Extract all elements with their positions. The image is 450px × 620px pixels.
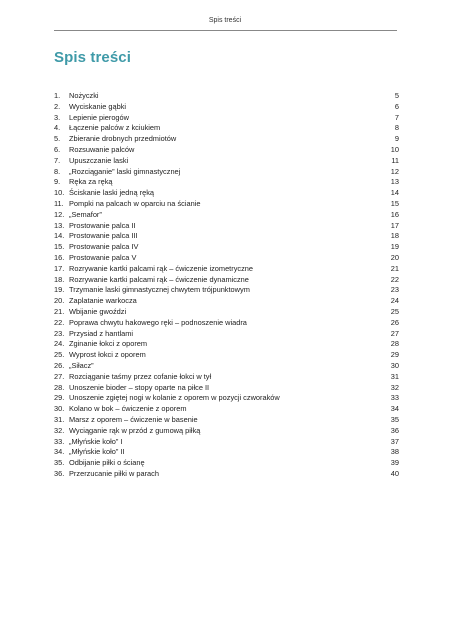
toc-entry-title: „Młyńskie koło” I [69,436,123,446]
toc-entry-number: 28. [54,382,65,392]
toc-entry[interactable] [54,145,399,156]
toc-entry-title: „Siłacz” [69,360,94,370]
toc-entry-number: 11. [54,198,64,208]
toc-entry-page: 35 [390,414,399,424]
toc-entry[interactable] [54,113,399,124]
toc-entry-page: 8 [394,123,399,133]
toc-entry-page: 6 [394,101,399,111]
toc-entry-title: Odbijanie piłki o ścianę [69,458,145,468]
toc-entry-number: 12. [54,209,65,219]
toc-entry-page: 22 [390,274,399,284]
toc-entry-number: 25. [54,350,65,360]
toc-entry-page: 38 [390,447,399,457]
toc-entry-page: 16 [390,209,399,219]
toc-entry-number: 36. [54,468,65,478]
toc-entry-number: 29. [54,393,65,403]
toc-entry-number: 32. [54,425,65,435]
toc-entry-title: Prostowanie palca II [69,220,136,230]
toc-entry-title: Rozrywanie kartki palcami rąk – ćwiczenie dynamiczne [69,274,249,284]
toc-entry-page: 15 [390,198,399,208]
toc-entry-page: 17 [390,220,399,230]
toc-entry[interactable] [54,350,399,361]
toc-entry-title: Lepienie pierogów [69,112,129,122]
toc-entry-number: 26. [54,360,65,370]
toc-entry-title: Upuszczanie laski [69,155,129,165]
toc-entry-page: 32 [390,382,399,392]
toc-entry-title: Wyprost łokci z oporem [69,350,146,360]
toc-entry[interactable] [54,372,399,383]
toc-entry-number: 21. [54,306,65,316]
toc-title: Spis treści [54,49,131,66]
toc-entry[interactable] [54,123,399,134]
toc-entry[interactable] [54,404,399,415]
toc-entry[interactable] [54,156,399,167]
toc-entry-number: 6. [54,144,61,154]
toc-entry-number: 34. [54,447,65,457]
toc-entry-page: 40 [390,468,399,478]
toc-entry[interactable] [54,383,399,394]
toc-entry[interactable] [54,134,399,145]
toc-entry[interactable] [54,447,399,458]
toc-entry-number: 20. [54,296,65,306]
toc-entry-title: Ręka za ręką [69,177,113,187]
header-divider [54,30,397,31]
toc-entry-title: Pompki na palcach w oparciu na ścianie [69,198,201,208]
toc-entry-number: 10. [54,188,65,198]
toc-entry-page: 18 [390,231,399,241]
toc-entry[interactable] [54,210,399,221]
toc-entry-page: 37 [390,436,399,446]
toc-entry[interactable] [54,167,399,178]
toc-entry[interactable] [54,285,399,296]
toc-entry-number: 9. [54,177,61,187]
toc-entry[interactable] [54,275,399,286]
toc-entry-number: 8. [54,166,61,176]
toc-entry-number: 7. [54,155,61,165]
toc-entry-title: Zbieranie drobnych przedmiotów [69,134,177,144]
toc-entry[interactable] [54,231,399,242]
toc-entry-page: 11 [391,155,399,165]
toc-entry-title: Unoszenie bioder – stopy oparte na piłce II [69,382,210,392]
toc-entry-title: Poprawa chwytu hakowego ręki – podnoszenie wiadra [69,317,247,327]
toc-entry-page: 34 [390,404,399,414]
toc-entry[interactable] [54,307,399,318]
toc-entry-title: „Rozciąganie” laski gimnastycznej [69,166,181,176]
toc-entry[interactable] [54,361,399,372]
toc-entry-title: Przysiad z hantlami [69,328,134,338]
toc-entry[interactable] [54,177,399,188]
toc-entry-number: 18. [54,274,65,284]
toc-entry-number: 14. [54,231,65,241]
toc-entry-number: 31. [54,414,65,424]
toc-entry[interactable] [54,318,399,329]
toc-entry-page: 27 [390,328,399,338]
toc-entry-title: Prostowanie palca III [69,231,138,241]
toc-entry-title: „Semafor” [69,209,102,219]
toc-entry-number: 27. [54,371,65,381]
toc-entry[interactable] [54,437,399,448]
toc-entry[interactable] [54,296,399,307]
toc-entry-page: 12 [390,166,399,176]
toc-entry-page: 33 [390,393,399,403]
toc-entry-number: 3. [54,112,61,122]
toc-entry-number: 2. [54,101,61,111]
toc-entry-number: 22. [54,317,65,327]
toc-entry-number: 23. [54,328,65,338]
toc-entry-page: 25 [390,306,399,316]
toc-entry-title: Rozsuwanie palców [69,144,135,154]
toc-entry-page: 20 [390,252,399,262]
toc-entry-number: 30. [54,404,65,414]
toc-entry-title: Trzymanie laski gimnastycznej chwytem trójpunktowym [69,285,250,295]
toc-list [54,91,399,480]
toc-entry-title: Rozrywanie kartki palcami rąk – ćwiczenie izometryczne [69,263,254,273]
running-header: Spis treści [208,17,242,24]
toc-entry-title: Wyciąganie rąk w przód z gumową piłką [69,425,201,435]
toc-entry[interactable] [54,393,399,404]
toc-entry-title: Unoszenie zgiętej nogi w kolanie z oporem w pozycji czworaków [69,393,280,403]
toc-entry[interactable] [54,469,399,480]
toc-entry-number: 1. [54,91,61,100]
toc-entry-number: 33. [54,436,65,446]
toc-entry-page: 7 [394,112,399,122]
toc-entry[interactable] [54,264,399,275]
toc-entry-page: 36 [390,425,399,435]
toc-entry-number: 15. [54,242,65,252]
toc-entry-page: 23 [390,285,399,295]
toc-entry-title: Prostowanie palca V [69,252,137,262]
toc-entry-number: 24. [54,339,65,349]
toc-entry[interactable] [54,242,399,253]
toc-entry-page: 26 [390,317,399,327]
toc-entry[interactable] [54,199,399,210]
toc-entry-page: 13 [390,177,399,187]
toc-entry-title: Łączenie palców z kciukiem [69,123,161,133]
toc-entry[interactable] [54,91,399,102]
toc-entry[interactable] [54,458,399,469]
toc-entry[interactable] [54,415,399,426]
toc-entry[interactable] [54,102,399,113]
toc-entry[interactable] [54,188,399,199]
toc-entry-title: Ściskanie laski jedną ręką [69,188,155,198]
toc-entry-page: 24 [390,296,399,306]
toc-entry[interactable] [54,221,399,232]
toc-entry-page: 21 [390,263,399,273]
toc-entry-title: Wyciskanie gąbki [69,101,127,111]
toc-entry-page: 9 [394,134,399,144]
toc-entry-page: 31 [390,371,399,381]
toc-entry-number: 19. [54,285,65,295]
toc-entry-title: Kolano w bok – ćwiczenie z oporem [69,404,187,414]
toc-entry-page: 39 [390,458,399,468]
toc-entry-number: 4. [54,123,61,133]
toc-entry[interactable] [54,329,399,340]
toc-entry-page: 19 [390,242,399,252]
toc-entry-title: Zginanie łokci z oporem [69,339,148,349]
toc-entry-number: 17. [54,263,65,273]
toc-entry-title: Wbijanie gwoździ [69,306,127,316]
toc-entry-number: 13. [54,220,65,230]
toc-entry-title: Prostowanie palca IV [69,242,139,252]
toc-entry[interactable] [54,339,399,350]
toc-entry-title: „Młyńskie koło” II [69,447,125,457]
toc-entry-title: Przerzucanie piłki w parach [69,468,159,478]
toc-entry-title: Zaplatanie warkocza [69,296,137,306]
toc-entry-number: 5. [54,134,61,144]
toc-entry-title: Nożyczki [69,91,99,100]
toc-entry-title: Rozciąganie taśmy przez cofanie łokci w tył [69,371,212,381]
toc-entry-page: 29 [390,350,399,360]
toc-entry-number: 16. [54,252,65,262]
toc-entry-page: 28 [390,339,399,349]
toc-entry-page: 14 [390,188,399,198]
toc-entry-page: 5 [394,91,399,100]
toc-entry-number: 35. [54,458,65,468]
toc-entry-page: 30 [390,360,399,370]
toc-entry-page: 10 [390,144,399,154]
toc-entry-title: Marsz z oporem – ćwiczenie w basenie [69,414,198,424]
toc-entry[interactable] [54,253,399,264]
toc-entry[interactable] [54,426,399,437]
